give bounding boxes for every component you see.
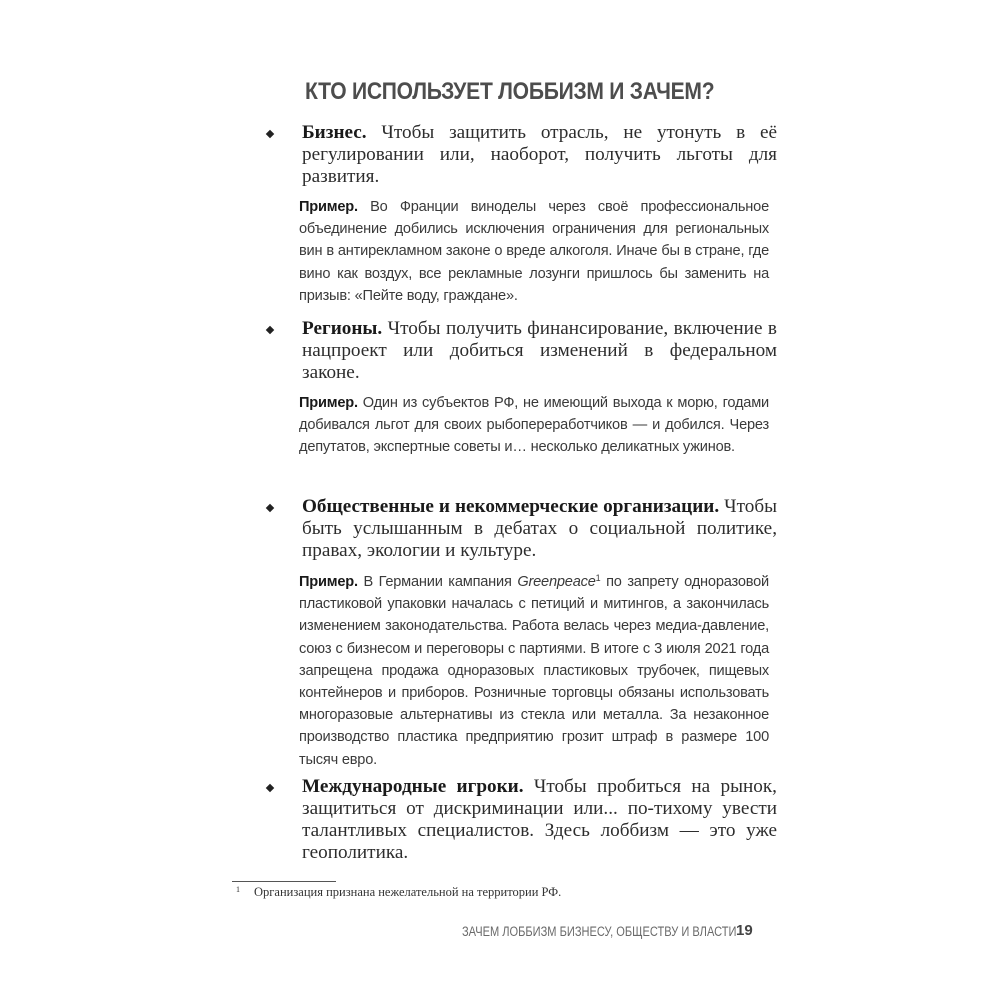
page-number: 19 xyxy=(736,922,753,939)
example-body: Один из субъектов РФ, не имеющий выхода к морю, годами добивался льгот для своих рыбопереработчиков — и добился. Через депутатов, экспертные советы и… несколько деликатных ужинов. xyxy=(299,395,769,456)
example-business xyxy=(299,196,769,307)
diamond-bullet-icon xyxy=(266,504,274,512)
running-footer: ЗАЧЕМ ЛОББИЗМ БИЗНЕСУ, ОБЩЕСТВУ И ВЛАСТИ xyxy=(462,924,737,939)
item-text xyxy=(302,122,777,188)
item-text xyxy=(302,496,777,562)
example-regions xyxy=(299,392,769,459)
list-item-regions xyxy=(266,318,780,384)
item-lead: Регионы. xyxy=(302,318,383,339)
list-item-business xyxy=(266,122,780,188)
footnote-divider xyxy=(232,881,336,882)
diamond-bullet-icon xyxy=(266,784,274,792)
item-lead: Общественные и некоммерческие организации. xyxy=(302,496,720,517)
example-lead: Пример. xyxy=(299,199,358,215)
example-lead: Пример. xyxy=(299,574,358,590)
example-body-post: по запрету одноразовой пластиковой упаковки началась с петиций и митингов, а закончилась изменением законодательства. Работа велась через медиа-давление, союз с бизнесом и переговоры с партиями. В итоге с 3 июля 2021 года запрещена продажа одноразовых пластиковых трубочек, пищевых контейнеров и приборов. Розничные торговцы обязаны использовать многоразовые альтернативы из стекла или металла. За незаконное производство пластика предприятию грозит штраф в размере 100 тысяч евро. xyxy=(299,574,769,768)
list-item-international xyxy=(266,776,780,864)
footnote xyxy=(236,885,776,900)
list-item-ngos xyxy=(266,496,780,562)
example-org-name: Greenpeace xyxy=(517,574,596,590)
footnote-number: 1 xyxy=(236,885,240,894)
example-body-pre: В Германии кампания xyxy=(357,574,518,590)
footnote-text: Организация признана нежелательной на территории РФ. xyxy=(254,885,562,899)
diamond-bullet-icon xyxy=(266,130,274,138)
footnote-ref[interactable]: 1 xyxy=(595,573,601,583)
item-lead: Бизнес. xyxy=(302,122,367,143)
item-text xyxy=(302,318,777,384)
diamond-bullet-icon xyxy=(266,326,274,334)
item-body: Чтобы получить финансирование, включение в нацпроект или добиться изменений в федеральном законе. xyxy=(302,318,777,383)
item-lead: Международные игроки. xyxy=(302,776,524,797)
item-text xyxy=(302,776,777,864)
example-ngos xyxy=(299,571,769,771)
item-body: Чтобы защитить отрасль, не утонуть в её регулировании или, наоборот, получить льготы для развития. xyxy=(302,122,777,187)
section-heading: КТО ИСПОЛЬЗУЕТ ЛОББИЗМ И ЗАЧЕМ? xyxy=(305,78,715,105)
item-body: Чтобы быть услышанным в дебатах о социальной политике, правах, экологии и культуре. xyxy=(302,496,777,561)
example-body: Во Франции виноделы через своё профессиональное объединение добились исключения ограничения для региональных вин в антирекламном законе о вреде алкоголя. Иначе бы в стране, где вино как воздух, все рекламные лозунги пришлось бы заменить на призыв: «Пейте воду, граждане». xyxy=(299,199,769,304)
item-body: Чтобы пробиться на рынок, защититься от дискриминации или... по-тихому увести талантливых специалистов. Здесь лоббизм — это уже геополитика. xyxy=(302,776,777,863)
example-lead: Пример. xyxy=(299,395,358,411)
